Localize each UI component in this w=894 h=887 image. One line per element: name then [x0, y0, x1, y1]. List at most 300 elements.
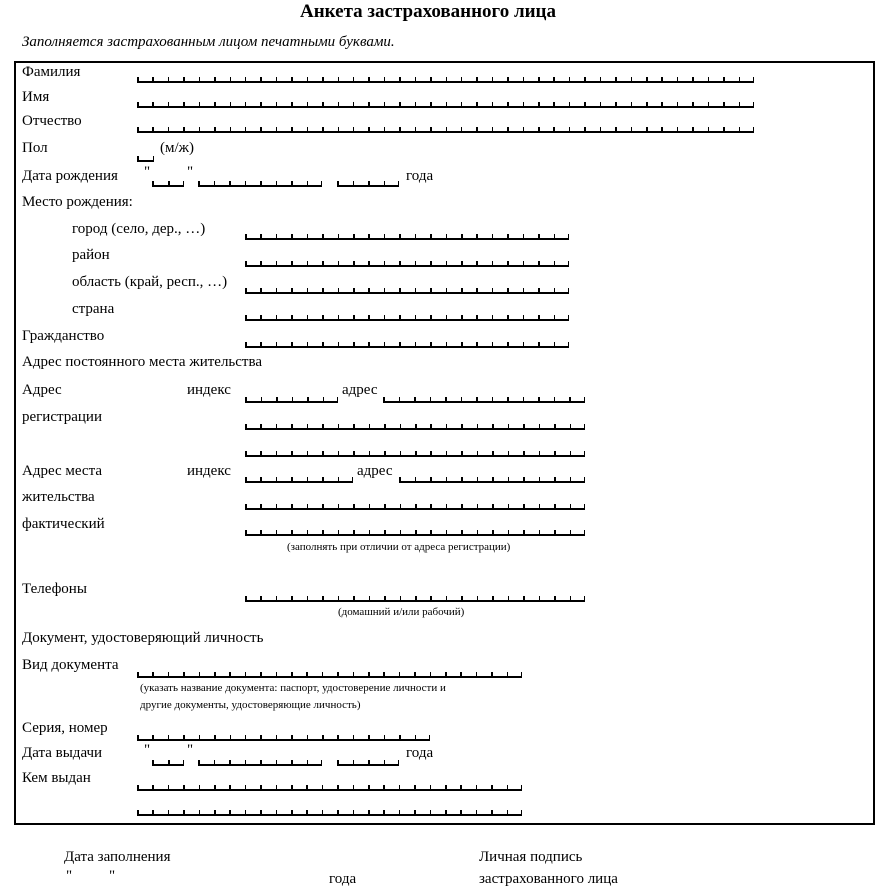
comb-tick — [307, 181, 309, 187]
comb-tick — [368, 672, 370, 678]
comb-tick — [723, 77, 725, 83]
comb-tick — [214, 810, 216, 816]
comb-tick — [322, 735, 324, 741]
comb-tick — [183, 127, 185, 133]
comb-tick — [322, 77, 324, 83]
comb-tick — [446, 102, 448, 108]
actual-index-label: индекс — [187, 463, 231, 479]
fill-year-word: года — [329, 871, 357, 887]
comb-tick — [214, 77, 216, 83]
comb-tick — [245, 672, 247, 678]
region-field[interactable] — [245, 288, 569, 294]
comb-tick — [368, 342, 370, 348]
comb-tick — [307, 127, 309, 133]
comb-tick — [554, 315, 556, 321]
comb-tick — [353, 342, 355, 348]
comb-baseline — [245, 265, 569, 267]
comb-tick — [198, 760, 200, 766]
comb-tick — [476, 785, 478, 791]
comb-tick — [508, 477, 510, 483]
comb-tick — [461, 477, 463, 483]
signature-label-1: Личная подпись — [479, 849, 583, 865]
comb-tick — [631, 77, 633, 83]
comb-tick — [260, 288, 262, 294]
comb-tick — [430, 342, 432, 348]
comb-tick — [584, 451, 586, 457]
issue-year-field[interactable] — [337, 760, 399, 766]
comb-tick — [307, 77, 309, 83]
comb-tick — [508, 504, 510, 510]
actual-address-note: (заполнять при отличии от адреса регистрации) — [287, 541, 511, 553]
comb-tick — [539, 596, 541, 602]
actual-address-field-1[interactable] — [399, 477, 585, 483]
comb-tick — [569, 77, 571, 83]
comb-tick — [338, 477, 340, 483]
comb-tick — [323, 397, 325, 403]
comb-tick — [276, 735, 278, 741]
comb-tick — [646, 102, 648, 108]
comb-tick — [400, 451, 402, 457]
comb-tick — [337, 760, 339, 766]
comb-tick — [229, 785, 231, 791]
actual-index-field[interactable] — [245, 477, 353, 483]
comb-tick — [137, 735, 139, 741]
comb-tick — [276, 810, 278, 816]
comb-tick — [446, 315, 448, 321]
comb-tick — [523, 261, 525, 267]
comb-tick — [521, 810, 523, 816]
comb-tick — [214, 672, 216, 678]
comb-tick — [661, 77, 663, 83]
comb-tick — [291, 181, 293, 187]
sex-hint: (м/ж) — [160, 140, 195, 156]
comb-tick — [415, 735, 417, 741]
comb-baseline — [137, 160, 154, 162]
comb-tick — [260, 760, 262, 766]
comb-tick — [554, 234, 556, 240]
comb-tick — [476, 397, 478, 403]
birth-place-label: Место рождения: — [22, 194, 133, 210]
comb-tick — [507, 261, 509, 267]
comb-tick — [353, 102, 355, 108]
doc-type-note-1: (указать название документа: паспорт, удостоверение личности и — [140, 682, 446, 694]
comb-tick — [260, 504, 262, 510]
comb-tick — [353, 672, 355, 678]
comb-tick — [152, 127, 154, 133]
comb-tick — [523, 102, 525, 108]
comb-tick — [400, 596, 402, 602]
birth-month-field[interactable] — [198, 181, 322, 187]
comb-tick — [384, 596, 386, 602]
comb-tick — [368, 315, 370, 321]
comb-baseline — [245, 346, 569, 348]
comb-tick — [307, 451, 309, 457]
comb-tick — [168, 760, 170, 766]
comb-tick — [600, 127, 602, 133]
comb-tick — [446, 504, 448, 510]
comb-tick — [523, 504, 525, 510]
comb-tick — [521, 672, 523, 678]
comb-tick — [538, 315, 540, 321]
comb-tick — [492, 127, 494, 133]
fill-date-open-quote: " — [66, 868, 73, 884]
comb-tick — [384, 127, 386, 133]
comb-tick — [400, 530, 402, 536]
comb-tick — [399, 785, 401, 791]
comb-tick — [399, 810, 401, 816]
comb-tick — [553, 127, 555, 133]
comb-tick — [384, 181, 386, 187]
comb-tick — [322, 261, 324, 267]
comb-tick — [461, 451, 463, 457]
fill-date-close-quote: " — [109, 868, 116, 884]
phones-field[interactable] — [245, 596, 585, 602]
comb-tick — [539, 477, 541, 483]
comb-tick — [430, 77, 432, 83]
issue-year-word: года — [406, 745, 434, 761]
comb-tick — [460, 785, 462, 791]
comb-tick — [291, 735, 293, 741]
comb-baseline — [137, 739, 430, 741]
comb-tick — [291, 315, 293, 321]
comb-tick — [523, 530, 525, 536]
comb-tick — [446, 477, 448, 483]
comb-tick — [276, 288, 278, 294]
comb-tick — [492, 397, 494, 403]
comb-tick — [584, 424, 586, 430]
comb-tick — [260, 596, 262, 602]
comb-tick — [384, 234, 386, 240]
reg-address-field-1[interactable] — [383, 397, 585, 403]
comb-tick — [708, 102, 710, 108]
doc-type-label: Вид документа — [22, 657, 119, 673]
comb-tick — [276, 397, 278, 403]
actual-address-label-2: жительства — [22, 489, 95, 505]
comb-tick — [415, 342, 417, 348]
comb-tick — [399, 127, 401, 133]
comb-tick — [553, 77, 555, 83]
actual-address-field-3[interactable] — [245, 530, 585, 536]
comb-tick — [384, 424, 386, 430]
comb-tick — [661, 127, 663, 133]
comb-tick — [276, 424, 278, 430]
comb-tick — [523, 397, 525, 403]
comb-tick — [199, 127, 201, 133]
comb-tick — [291, 424, 293, 430]
comb-tick — [708, 127, 710, 133]
comb-tick — [384, 261, 386, 267]
comb-tick — [338, 234, 340, 240]
comb-tick — [260, 424, 262, 430]
comb-tick — [523, 127, 525, 133]
comb-tick — [245, 315, 247, 321]
comb-tick — [570, 424, 572, 430]
issue-month-field[interactable] — [198, 760, 322, 766]
comb-tick — [446, 424, 448, 430]
comb-tick — [753, 102, 755, 108]
comb-tick — [554, 596, 556, 602]
comb-tick — [245, 596, 247, 602]
comb-tick — [723, 127, 725, 133]
comb-tick — [430, 397, 432, 403]
comb-tick — [183, 672, 185, 678]
reg-address-label-2: регистрации — [22, 409, 102, 425]
comb-tick — [322, 596, 324, 602]
comb-tick — [584, 596, 586, 602]
comb-tick — [492, 102, 494, 108]
comb-tick — [753, 127, 755, 133]
comb-tick — [554, 451, 556, 457]
comb-tick — [153, 156, 155, 162]
fill-date-label: Дата заполнения — [64, 849, 171, 865]
comb-tick — [199, 77, 201, 83]
comb-tick — [384, 342, 386, 348]
country-field[interactable] — [245, 315, 569, 321]
form-title: Анкета застрахованного лица — [300, 1, 557, 22]
comb-tick — [307, 102, 309, 108]
comb-tick — [553, 102, 555, 108]
comb-tick — [337, 785, 339, 791]
comb-tick — [276, 451, 278, 457]
comb-tick — [554, 530, 556, 536]
reg-address-field-3[interactable] — [245, 451, 585, 457]
comb-tick — [230, 102, 232, 108]
comb-tick — [369, 596, 371, 602]
comb-tick — [276, 477, 278, 483]
comb-tick — [322, 315, 324, 321]
comb-tick — [476, 77, 478, 83]
comb-tick — [260, 735, 262, 741]
comb-tick — [353, 424, 355, 430]
comb-tick — [291, 451, 293, 457]
signature-label-2: застрахованного лица — [479, 871, 618, 887]
phones-label: Телефоны — [22, 581, 87, 597]
comb-tick — [384, 315, 386, 321]
comb-tick — [291, 810, 293, 816]
comb-tick — [507, 672, 509, 678]
comb-tick — [739, 77, 741, 83]
comb-tick — [538, 127, 540, 133]
comb-tick — [338, 451, 340, 457]
comb-tick — [322, 504, 324, 510]
city-field[interactable] — [245, 234, 569, 240]
actual-address-field-2[interactable] — [245, 504, 585, 510]
comb-tick — [276, 596, 278, 602]
comb-tick — [260, 77, 262, 83]
comb-tick — [245, 234, 247, 240]
comb-tick — [415, 596, 417, 602]
city-label: город (село, дер., …) — [72, 221, 206, 237]
comb-tick — [692, 102, 694, 108]
comb-tick — [570, 596, 572, 602]
comb-tick — [353, 451, 355, 457]
comb-tick — [384, 760, 386, 766]
comb-tick — [568, 234, 570, 240]
comb-tick — [261, 397, 263, 403]
comb-tick — [338, 102, 340, 108]
comb-tick — [306, 810, 308, 816]
comb-tick — [429, 735, 431, 741]
comb-tick — [307, 288, 309, 294]
actual-address-label-1: Адрес места — [22, 463, 102, 479]
comb-tick — [570, 504, 572, 510]
comb-tick — [338, 288, 340, 294]
comb-tick — [368, 77, 370, 83]
birth-day-field[interactable] — [152, 181, 184, 187]
comb-tick — [708, 77, 710, 83]
comb-tick — [570, 477, 572, 483]
comb-tick — [152, 735, 154, 741]
comb-tick — [276, 672, 278, 678]
comb-tick — [276, 102, 278, 108]
sex-field[interactable] — [137, 156, 154, 162]
comb-tick — [260, 530, 262, 536]
comb-tick — [446, 288, 448, 294]
comb-tick — [307, 397, 309, 403]
comb-tick — [321, 760, 323, 766]
comb-tick — [445, 810, 447, 816]
comb-tick — [521, 785, 523, 791]
comb-tick — [491, 672, 493, 678]
comb-tick — [538, 397, 540, 403]
comb-tick — [352, 477, 354, 483]
comb-tick — [446, 234, 448, 240]
comb-tick — [492, 477, 494, 483]
comb-tick — [322, 424, 324, 430]
comb-tick — [538, 102, 540, 108]
comb-tick — [554, 261, 556, 267]
comb-tick — [368, 127, 370, 133]
comb-tick — [369, 424, 371, 430]
comb-tick — [353, 77, 355, 83]
comb-tick — [739, 102, 741, 108]
comb-tick — [492, 234, 494, 240]
comb-tick — [539, 530, 541, 536]
comb-tick — [631, 102, 633, 108]
comb-tick — [137, 785, 139, 791]
comb-tick — [353, 760, 355, 766]
patronymic-field[interactable] — [137, 127, 754, 133]
comb-tick — [338, 261, 340, 267]
reg-address-field-2[interactable] — [245, 424, 585, 430]
issued-by-field-2[interactable] — [137, 810, 522, 816]
comb-tick — [353, 785, 355, 791]
comb-tick — [260, 451, 262, 457]
comb-tick — [384, 288, 386, 294]
comb-tick — [399, 77, 401, 83]
comb-tick — [677, 77, 679, 83]
comb-tick — [476, 261, 478, 267]
comb-tick — [508, 596, 510, 602]
comb-tick — [230, 735, 232, 741]
comb-tick — [523, 234, 525, 240]
comb-tick — [137, 156, 139, 162]
comb-tick — [322, 477, 324, 483]
doc-type-field[interactable] — [137, 672, 522, 678]
comb-tick — [137, 77, 139, 83]
comb-tick — [260, 810, 262, 816]
reg-index-field[interactable] — [245, 397, 338, 403]
comb-tick — [538, 288, 540, 294]
comb-tick — [368, 102, 370, 108]
comb-tick — [507, 342, 509, 348]
comb-tick — [538, 234, 540, 240]
comb-tick — [152, 77, 154, 83]
comb-tick — [260, 477, 262, 483]
comb-tick — [307, 477, 309, 483]
comb-tick — [430, 424, 432, 430]
comb-tick — [399, 315, 401, 321]
comb-tick — [399, 342, 401, 348]
comb-tick — [414, 397, 416, 403]
comb-tick — [337, 735, 339, 741]
comb-tick — [245, 504, 247, 510]
comb-tick — [723, 102, 725, 108]
comb-tick — [260, 234, 262, 240]
comb-tick — [646, 127, 648, 133]
comb-tick — [353, 810, 355, 816]
comb-tick — [476, 234, 478, 240]
comb-tick — [152, 785, 154, 791]
issued-by-field-1[interactable] — [137, 785, 522, 791]
comb-tick — [753, 77, 755, 83]
comb-tick — [137, 672, 139, 678]
comb-tick — [307, 760, 309, 766]
comb-tick — [477, 504, 479, 510]
comb-tick — [584, 477, 586, 483]
comb-tick — [353, 315, 355, 321]
comb-tick — [399, 288, 401, 294]
comb-tick — [430, 504, 432, 510]
comb-tick — [260, 342, 262, 348]
district-field[interactable] — [245, 261, 569, 267]
comb-tick — [476, 102, 478, 108]
comb-tick — [368, 261, 370, 267]
comb-tick — [584, 77, 586, 83]
comb-tick — [338, 315, 340, 321]
citizenship-field[interactable] — [245, 342, 569, 348]
comb-tick — [461, 315, 463, 321]
comb-tick — [183, 181, 185, 187]
name-field[interactable] — [137, 102, 754, 108]
comb-tick — [600, 102, 602, 108]
comb-tick — [539, 451, 541, 457]
comb-tick — [353, 288, 355, 294]
series-number-field[interactable] — [137, 735, 430, 741]
comb-tick — [584, 127, 586, 133]
comb-tick — [168, 785, 170, 791]
issue-day-field[interactable] — [152, 760, 184, 766]
comb-tick — [152, 181, 154, 187]
comb-tick — [368, 288, 370, 294]
comb-tick — [321, 181, 323, 187]
comb-baseline — [245, 238, 569, 240]
comb-tick — [538, 342, 540, 348]
surname-field[interactable] — [137, 77, 754, 83]
comb-tick — [322, 342, 324, 348]
comb-tick — [368, 810, 370, 816]
comb-tick — [415, 102, 417, 108]
comb-tick — [291, 477, 293, 483]
comb-tick — [398, 760, 400, 766]
comb-tick — [183, 77, 185, 83]
comb-tick — [384, 102, 386, 108]
comb-tick — [399, 477, 401, 483]
birth-year-field[interactable] — [337, 181, 399, 187]
comb-tick — [539, 424, 541, 430]
comb-tick — [260, 785, 262, 791]
comb-tick — [276, 785, 278, 791]
